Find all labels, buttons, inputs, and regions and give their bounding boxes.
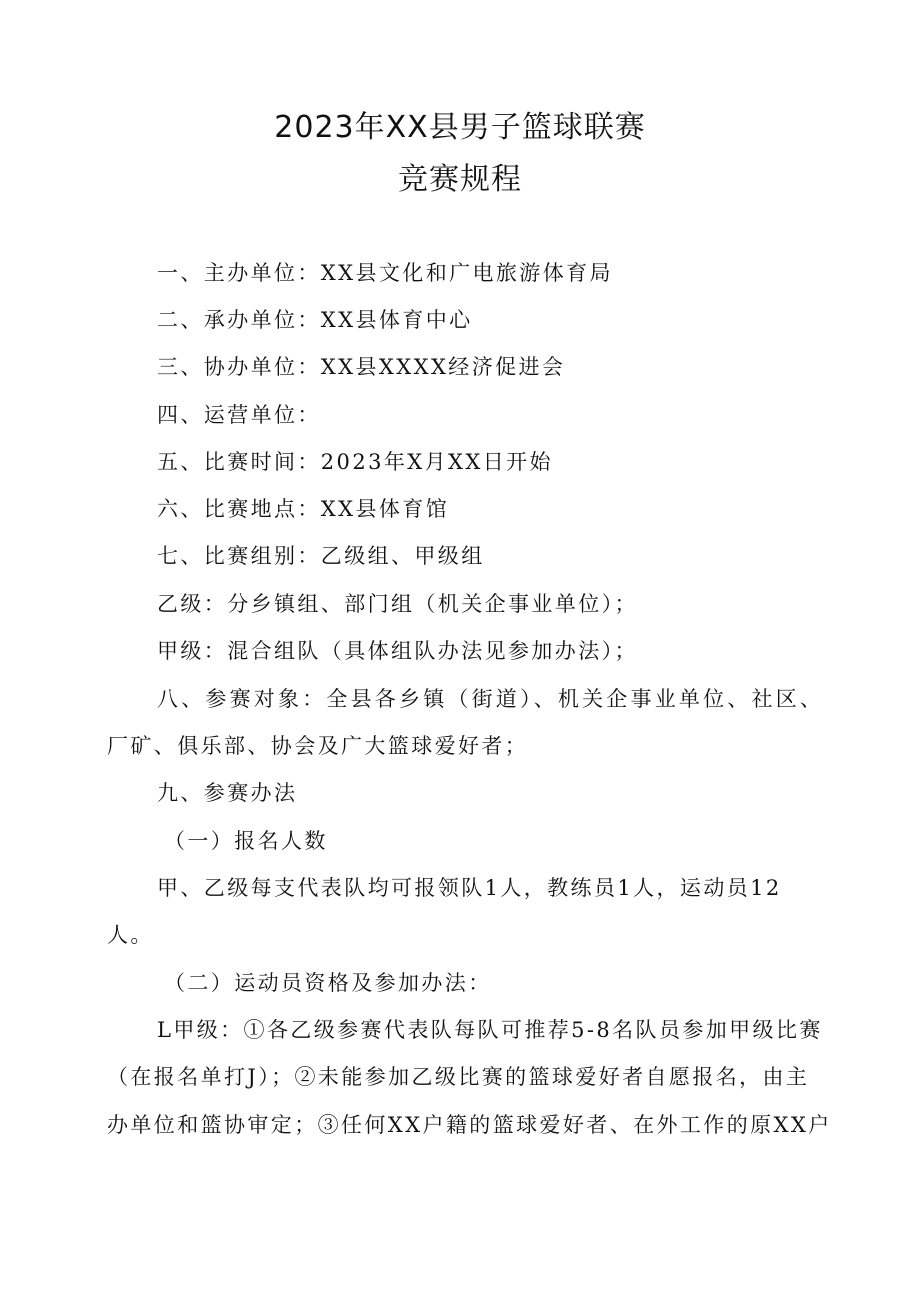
paragraph-operator: 四、运营单位： xyxy=(157,403,321,427)
document-title: 2023年XX县男子篮球联赛 xyxy=(274,110,646,145)
paragraph-eligibility-cont1: （在报名单打J）；②未能参加乙级比赛的篮球爱好者自愿报名，由主 xyxy=(107,1065,810,1089)
paragraph-eligibility: L甲级：①各乙级参赛代表队每队可推荐5-8名队员参加甲级比赛 xyxy=(157,1018,823,1042)
paragraph-participants-cont: 厂矿、俱乐部、协会及广大篮球爱好者； xyxy=(107,734,529,758)
paragraph-co-organizer: 三、协办单位：XX县XXXX经济促进会 xyxy=(157,355,566,379)
paragraph-group-a: 甲级：混合组队（具体组队办法见参加办法）； xyxy=(157,639,638,663)
paragraph-method-heading: 九、参赛办法 xyxy=(157,781,298,805)
paragraph-time: 五、比赛时间：2023年X月XX日开始 xyxy=(157,450,553,474)
paragraph-organizer: 一、主办单位：XX县文化和广电旅游体育局 xyxy=(157,261,613,285)
paragraph-registration-heading: （一）报名人数 xyxy=(164,829,328,853)
paragraph-participants: 八、参赛对象：全县各乡镇（街道）、机关企事业单位、社区、 xyxy=(157,687,825,711)
paragraph-eligibility-heading: （二）运动员资格及参加办法： xyxy=(164,971,492,995)
paragraph-registration-cont: 人。 xyxy=(107,923,154,947)
paragraph-eligibility-cont2: 办单位和篮协审定；③任何XX户籍的篮球爱好者、在外工作的原XX户 xyxy=(107,1113,832,1137)
paragraph-venue: 六、比赛地点：XX县体育馆 xyxy=(157,497,450,521)
paragraph-group-b: 乙级：分乡镇组、部门组（机关企事业单位）； xyxy=(157,592,638,616)
paragraph-groups: 七、比赛组别：乙级组、甲级组 xyxy=(157,544,485,568)
paragraph-registration: 甲、乙级每支代表队均可报领队1人，教练员1人，运动员12 xyxy=(157,876,782,900)
paragraph-undertaker: 二、承办单位：XX县体育中心 xyxy=(157,308,473,332)
document-subtitle: 竞赛规程 xyxy=(398,162,522,197)
